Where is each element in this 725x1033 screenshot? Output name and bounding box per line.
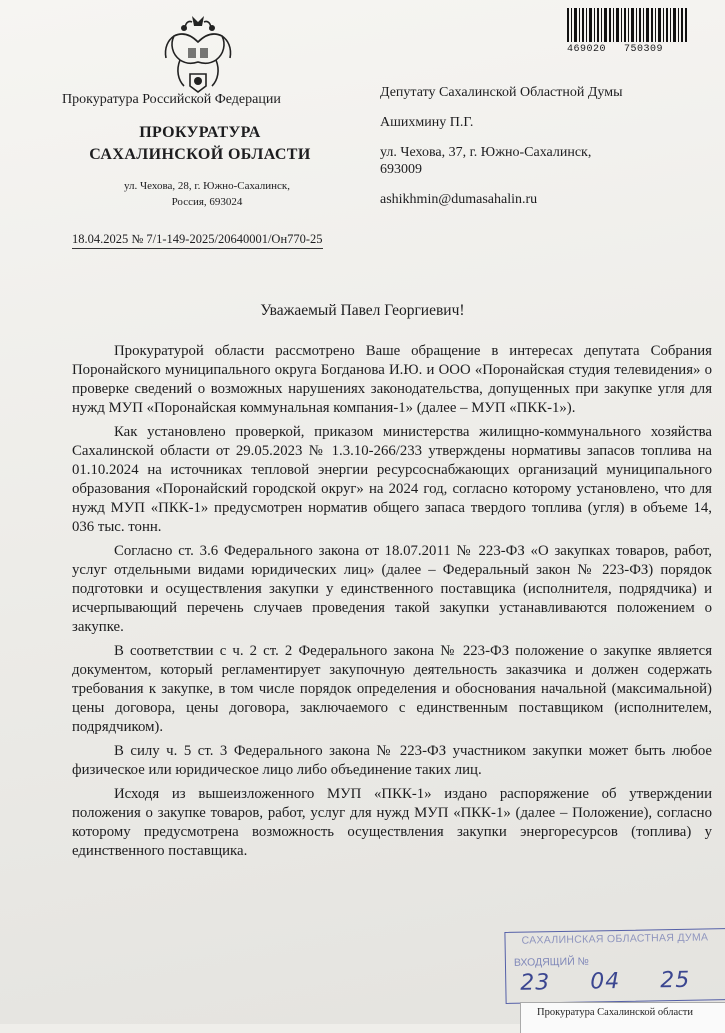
sender-organization: Прокуратура Российской Федерации xyxy=(62,92,281,107)
document-number: № 7/1-149-2025/20640001/Он770-25 xyxy=(131,232,323,246)
recipient-address-line2: 693009 xyxy=(380,162,422,177)
document-date: 18.04.2025 xyxy=(72,232,129,246)
document-reference xyxy=(72,232,323,249)
sender-title-line1: ПРОКУРАТУРА xyxy=(139,124,261,141)
recipient-name: Ашихмину П.Г. xyxy=(380,115,474,130)
body-paragraph: В силу ч. 5 ст. 3 Федерального закона № 223-ФЗ участником закупки может быть любое физическое или юридическое лицо либо объединение таких лиц. xyxy=(72,743,712,778)
recipient-address-line1: ул. Чехова, 37, г. Южно-Сахалинск, xyxy=(380,145,592,160)
stamp-header: САХАЛИНСКАЯ ОБЛАСТНАЯ ДУМА xyxy=(521,931,709,947)
barcode-right-number: 750309 xyxy=(624,44,664,55)
stamp-day: 23 xyxy=(520,970,551,996)
body-paragraph: В соответствии с ч. 2 ст. 2 Федерального закона № 223-ФЗ положение о закупке является документом, который регламентирует закупочную деятельность заказчика и должен содержать требования к закупке, в том числе порядок определения и обоснования начальной (максимальной) цены договора, цены договора, заключаемого с единственным поставщиком (исполнителем, подрядчиком). xyxy=(72,643,712,735)
barcode-numbers xyxy=(567,44,687,55)
incoming-stamp xyxy=(504,928,725,1004)
sender-title xyxy=(62,122,338,166)
letter-body xyxy=(72,342,712,866)
footer-box xyxy=(520,1002,725,1033)
body-paragraph: Как установлено проверкой, приказом министерства жилищно-коммунального хозяйства Сахалинской области от 29.05.2023 № 1.3.10-266/233 утверждены нормативы запасов топлива на 01.10.2024 на источниках тепловой энергии ресурсоснабжающих организаций муниципального образования «Поронайский городской округ» на 2024 год, согласно которому установлено, что для нужд МУП «ПКК-1» предусмотрен норматив общего запаса твердого топлива (угля) в объеме 14, 036 тыс. тонн. xyxy=(72,424,712,535)
recipient-line1: Депутату Сахалинской Областной Думы xyxy=(380,85,623,100)
sender-title-line2: САХАЛИНСКОЙ ОБЛАСТИ xyxy=(89,146,311,163)
stamp-incoming-label: ВХОДЯЩИЙ № xyxy=(513,955,589,969)
stamp-date xyxy=(520,968,690,996)
sender-address-line1: ул. Чехова, 28, г. Южно-Сахалинск, xyxy=(123,180,291,192)
footer-text: Прокуратура Сахалинской области xyxy=(537,1007,693,1018)
stamp-month: 04 xyxy=(590,968,621,995)
stamp-year: 25 xyxy=(660,967,691,994)
body-paragraph: Прокуратурой области рассмотрено Ваше обращение в интересах депутата Собрания Поронайского муниципального округа Богданова И.Ю. и ООО «Поронайская студия телевидения» о проверке сведений о возможных нарушениях законодательства, допущенных при закупке угля для нужд МУП «Поронайская коммунальная компания-1» (далее – МУП «ПКК-1»). xyxy=(72,343,712,416)
salutation: Уважаемый Павел Георгиевич! xyxy=(260,302,465,319)
recipient-email: ashikhmin@dumasahalin.ru xyxy=(380,192,538,207)
body-paragraph: Согласно ст. 3.6 Федерального закона от 18.07.2011 № 223-ФЗ «О закупках товаров, работ, услуг отдельными видами юридических лиц» (далее – Федеральный закон № 223-ФЗ) порядок подготовки и осуществления закупки у единственного поставщика (исполнителя, подрядчика) и исчерпывающий перечень случаев проведения такой закупки устанавливаются положением о закупке. xyxy=(72,543,712,635)
barcode xyxy=(567,8,687,64)
body-paragraph: Исходя из вышеизложенного МУП «ПКК-1» издано распоряжение об утверждении положения о закупке товаров, работ, услуг для нужд МУП «ПКК-1» (далее – Положение), согласно которому предусмотрена возможность осуществления закупки энергоресурсов (топлива) у единственного поставщика. xyxy=(72,786,712,859)
sender-address xyxy=(62,178,352,210)
double-headed-eagle-emblem-icon xyxy=(160,14,236,96)
barcode-left-number: 469020 xyxy=(567,44,607,55)
sender-address-line2: Россия, 693024 xyxy=(171,196,243,208)
recipient-block xyxy=(380,84,700,208)
barcode-bars xyxy=(567,8,687,42)
